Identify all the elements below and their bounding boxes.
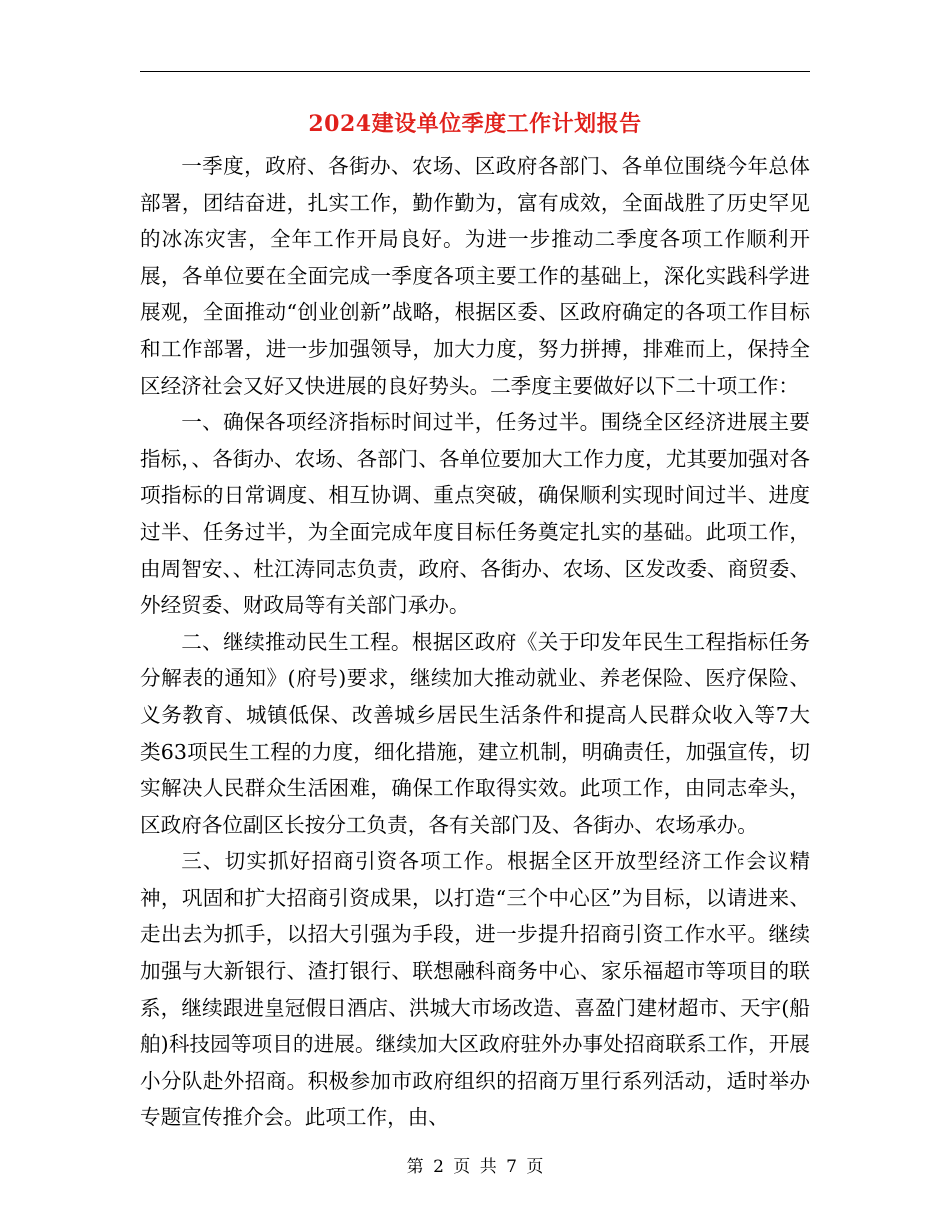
paragraph-item-1: 一、确保各项经济指标时间过半，任务过半。围绕全区经济进展主要指标，、各街办、农场、各部门、各单位要加大工作力度，尤其要加强对各项指标的日常调度、相互协调、重点突破，确保顺利实现时间过半、进度过半、任务过半，为全面完成年度目标任务奠定扎实的基础。此项工作，由周智安、、杜江涛同志负责，政府、各街办、农场、区发改委、商贸委、外经贸委、财政局等有关部门承办。 (140, 410, 810, 618)
header-rule (140, 71, 810, 72)
paragraph-item-2: 二、继续推动民生工程。根据区政府《关于印发年民生工程指标任务分解表的通知》(府号)要求，继续加大推动就业、养老保险、医疗保险、义务教育、城镇低保、改善城乡居民生活条件和提高人民群众收入等7大类63项民生工程的力度，细化措施，建立机制，明确责任，加强宣传，切实解决人民群众生活困难，确保工作取得实效。此项工作，由同志牵头，区政府各位副区长按分工负责，各有关部门及、各街办、农场承办。 (140, 629, 810, 837)
document-body (140, 148, 810, 1136)
paragraph-intro: 一季度，政府、各街办、农场、区政府各部门、各单位围绕今年总体部署，团结奋进，扎实工作，勤作勤为，富有成效，全面战胜了历史罕见的冰冻灾害，全年工作开局良好。为进一步推动二季度各项工作顺利开展，各单位要在全面完成一季度各项主要工作的基础上，深化实践科学进展观，全面推动“创业创新”战略，根据区委、区政府确定的各项工作目标和工作部署，进一步加强领导，加大力度，努力拼搏，排难而上，保持全区经济社会又好又快进展的良好势头。二季度主要做好以下二十项工作： (140, 154, 810, 398)
page-number: 第 2 页 共 7 页 (406, 1157, 544, 1177)
document-title: 2024建设单位季度工作计划报告 (308, 111, 642, 137)
paragraph-item-3: 三、切实抓好招商引资各项工作。根据全区开放型经济工作会议精神，巩固和扩大招商引资成果，以打造“三个中心区”为目标，以请进来、走出去为抓手，以招大引强为手段，进一步提升招商引资工作水平。继续加强与大新银行、渣打银行、联想融科商务中心、家乐福超市等项目的联系，继续跟进皇冠假日酒店、洪城大市场改造、喜盈门建材超市、天宇(船舶)科技园等项目的进展。继续加大区政府驻外办事处招商联系工作，开展小分队赴外招商。积极参加市政府组织的招商万里行系列活动，适时举办专题宣传推介会。此项工作，由、 (140, 849, 810, 1130)
